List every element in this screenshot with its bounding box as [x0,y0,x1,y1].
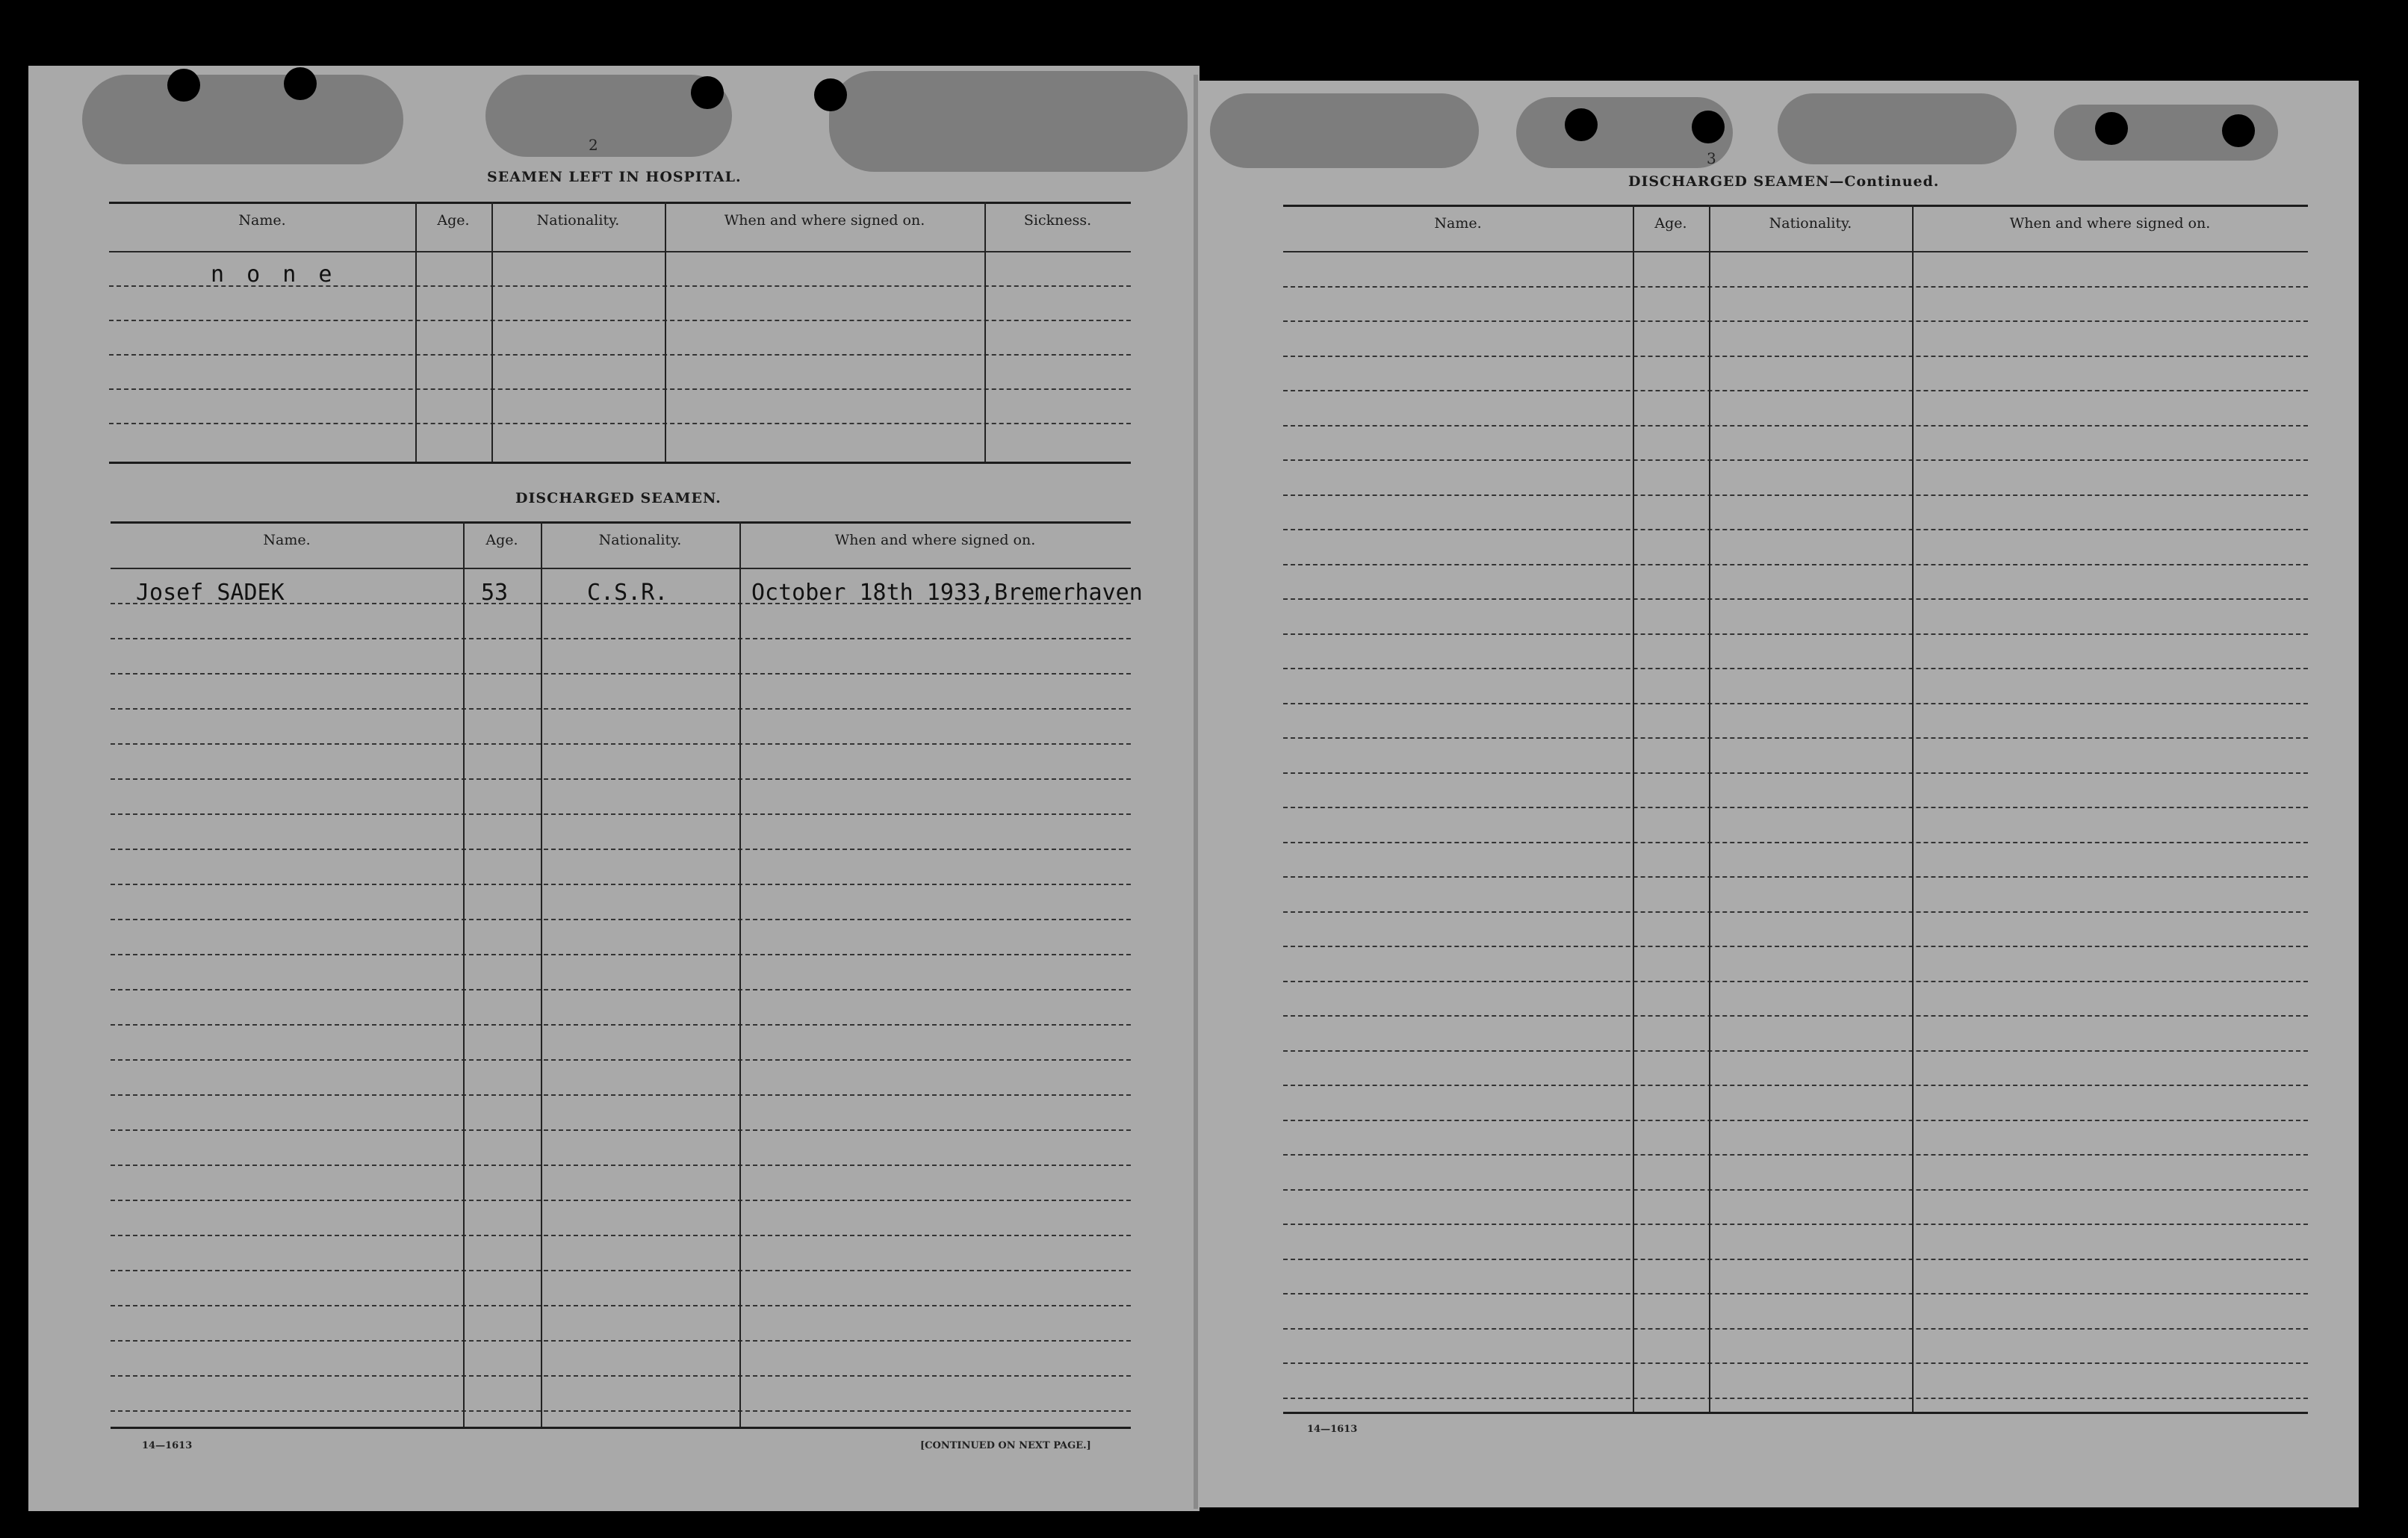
continued-row-line [1283,633,2308,635]
hospital-row-line [109,423,1131,424]
punch-hole [814,78,847,111]
continued-row-line [1283,1328,2308,1330]
continued-row-line [1283,807,2308,808]
hospital-column-divider [984,202,986,462]
discharged-row-line [111,1270,1131,1271]
discharged-top-rule [111,521,1131,524]
discharged-header-1: Age. [485,532,518,548]
discharged-row-line [111,673,1131,675]
continued-column-divider [1709,205,1710,1412]
continued-column-divider [1633,205,1634,1412]
discharged-column-divider [739,521,741,1427]
continued-row-line [1283,1259,2308,1260]
continued-row-line [1283,842,2308,843]
continued-row-line [1283,1050,2308,1052]
torn-edge [829,71,1188,172]
discharged-row-line [111,1024,1131,1026]
continued-header-3: When and where signed on. [2009,215,2211,232]
discharged-column-divider [463,521,465,1427]
punch-hole [1565,108,1598,141]
continued-row-line [1283,564,2308,565]
punch-hole [284,67,317,100]
discharged-row-line [111,884,1131,885]
page-number-right: 3 [1707,149,1716,167]
continued-row-line [1283,1362,2308,1364]
hospital-row-line [109,354,1131,356]
continued-row-line [1283,1120,2308,1121]
page-number: 2 [589,136,598,154]
continued-row-line [1283,598,2308,600]
continued-row-line [1283,1293,2308,1294]
hospital-column-divider [415,202,417,462]
left-page [28,66,1200,1511]
continued-row-line [1283,946,2308,947]
continued-column-divider [1912,205,1914,1412]
discharged-row-line [111,743,1131,745]
continued-top-rule [1283,205,2308,207]
discharged-header-3: When and where signed on. [834,532,1036,548]
continued-row-line [1283,1189,2308,1191]
hospital-column-divider [665,202,666,462]
punch-hole [691,76,724,109]
continued-row-line [1283,529,2308,530]
continued-header-2: Nationality. [1769,215,1852,232]
hospital-header-4: Sickness. [1023,212,1092,229]
discharged-name-cell: Josef SADEK [136,580,285,606]
hospital-column-divider [491,202,493,462]
discharged-header-0: Name. [263,532,311,548]
discharged-bottom-rule [111,1427,1131,1429]
hospital-header-rule [109,251,1131,252]
discharged-row-line [111,989,1131,990]
hospital-bottom-rule [109,462,1131,464]
discharged-row-line [111,638,1131,639]
discharged-row-line [111,1094,1131,1096]
continued-row-line [1283,876,2308,878]
continued-note: [CONTINUED ON NEXT PAGE.] [920,1440,1091,1451]
discharged-row-line [111,778,1131,780]
punch-hole [2095,112,2128,145]
hospital-top-rule [109,202,1131,204]
discharged-row-line [111,1375,1131,1377]
continued-row-line [1283,981,2308,982]
hospital-row-line [109,388,1131,390]
page-fold [1194,75,1198,1509]
discharged-age-cell: 53 [481,580,509,606]
hospital-header-2: Nationality. [536,212,620,229]
hospital-header-1: Age. [437,212,470,229]
discharged-row-line [111,1200,1131,1201]
torn-edge [82,75,403,164]
discharged-signed-on-cell: October 18th 1933,Bremerhaven [751,580,1143,606]
punch-hole [2222,114,2255,147]
torn-edge [1210,93,1479,168]
discharged-row-line [111,1340,1131,1342]
hospital-header-3: When and where signed on. [724,212,925,229]
discharged-row-line [111,1305,1131,1306]
discharged-header-rule [111,568,1131,569]
continued-row-line [1283,356,2308,357]
discharged-header-2: Nationality. [598,532,682,548]
continued-row-line [1283,1398,2308,1399]
continued-header-1: Age. [1654,215,1687,232]
discharged-section-title: DISCHARGED SEAMEN. [515,490,722,506]
discharged-row-line [111,919,1131,920]
continued-row-line [1283,703,2308,704]
continued-row-line [1283,390,2308,391]
continued-row-line [1283,1015,2308,1017]
continued-row-line [1283,1085,2308,1086]
continued-row-line [1283,668,2308,669]
discharged-row-line [111,813,1131,815]
discharged-row-line [111,1059,1131,1061]
punch-hole [167,69,200,102]
discharged-column-divider [541,521,542,1427]
discharged-row-line [111,1165,1131,1166]
discharged-nationality-cell: C.S.R. [587,580,668,606]
continued-row-line [1283,911,2308,913]
continued-header-0: Name. [1434,215,1482,232]
discharged-row-line [111,954,1131,955]
continued-row-line [1283,772,2308,774]
hospital-section-title: SEAMEN LEFT IN HOSPITAL. [487,169,742,185]
continued-bottom-rule [1283,1412,2308,1414]
hospital-header-0: Name. [238,212,286,229]
continued-row-line [1283,425,2308,427]
continued-header-rule [1283,251,2308,252]
hospital-row-line [109,320,1131,321]
continued-row-line [1283,459,2308,461]
continued-row-line [1283,737,2308,739]
continued-row-line [1283,1224,2308,1225]
discharged-row-line [111,849,1131,850]
discharged-continued-title: DISCHARGED SEAMEN—Continued. [1628,173,1940,190]
continued-row-line [1283,320,2308,322]
discharged-row-line [111,1235,1131,1236]
continued-row-line [1283,286,2308,288]
punch-hole [1692,111,1725,143]
discharged-row-line [111,1410,1131,1412]
discharged-row-line [111,1129,1131,1131]
continued-row-line [1283,1154,2308,1156]
discharged-row-line [111,708,1131,710]
continued-row-line [1283,494,2308,496]
hospital-none-entry: n o n e [211,261,337,288]
torn-edge [1778,93,2017,164]
form-number-right: 14—1613 [1307,1424,1358,1435]
form-number: 14—1613 [142,1440,193,1451]
